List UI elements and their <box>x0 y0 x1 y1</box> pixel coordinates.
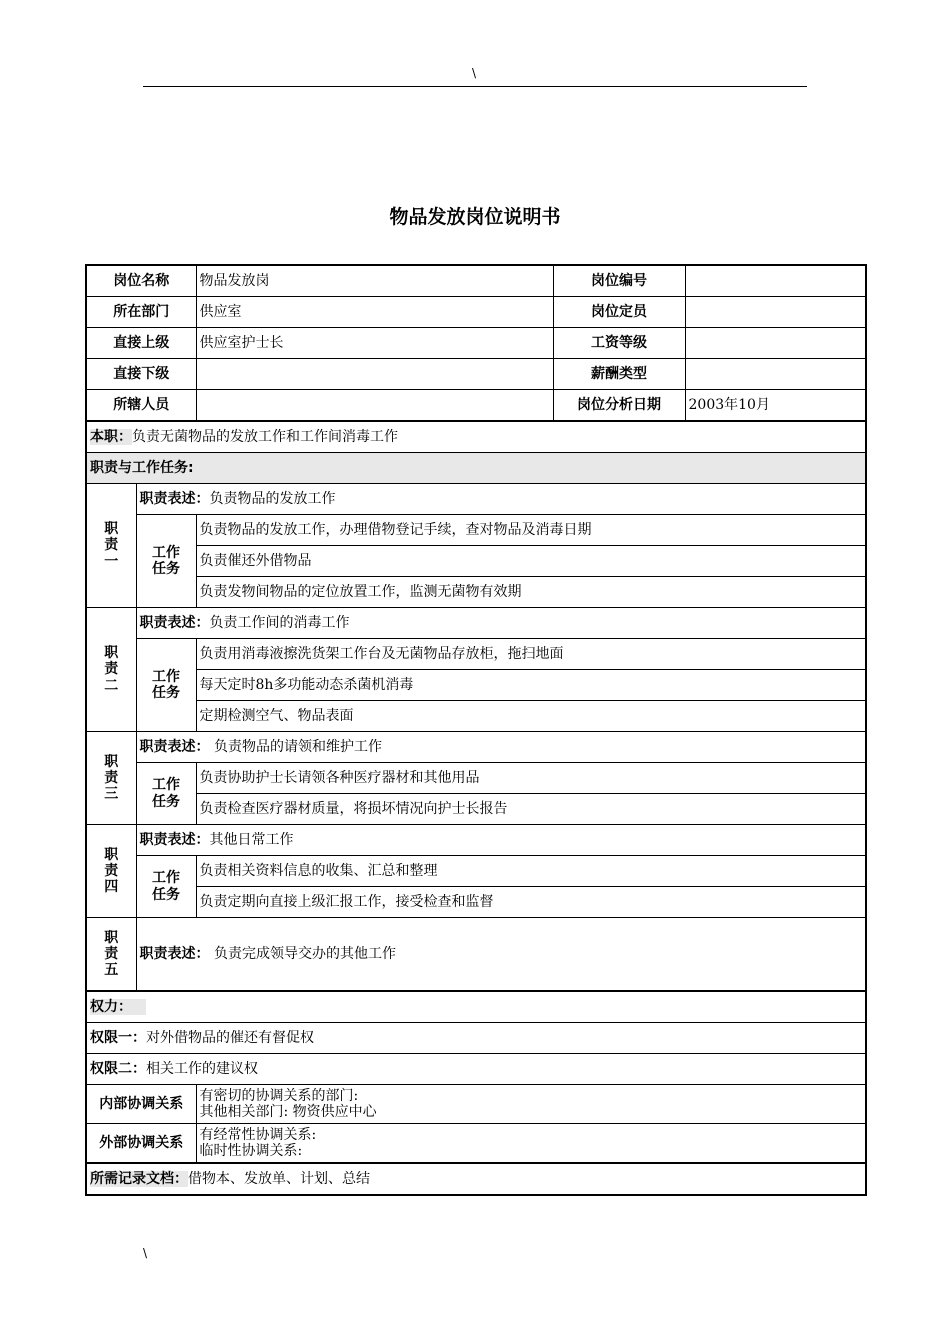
page-mark-bottom: \ <box>143 1246 148 1260</box>
duty-name: 职 责 一 <box>86 484 136 608</box>
internal-relation-row <box>86 1085 866 1124</box>
internal-relation-label: 内部协调关系 <box>86 1085 196 1124</box>
rights-row <box>86 1023 866 1054</box>
document-title: 物品发放岗位说明书 <box>389 206 561 228</box>
duty-name: 职 责 五 <box>86 918 136 992</box>
rights-text: 对外借物品的催还有督促权 <box>146 1029 314 1046</box>
info-label: 直接上级 <box>86 328 196 359</box>
task-item: 定期检测空气、物品表面 <box>196 701 866 732</box>
info-value <box>196 359 553 390</box>
task-item: 负责物品的发放工作，办理借物登记手续，查对物品及消毒日期 <box>196 515 866 546</box>
duty-desc-label: 职责表述： <box>139 614 210 631</box>
benzhi-row <box>86 421 866 453</box>
info-right-value <box>685 359 866 390</box>
task-row <box>86 515 866 546</box>
external-relation-label: 外部协调关系 <box>86 1124 196 1164</box>
records-row <box>86 1163 866 1195</box>
duty-desc-cell <box>136 608 866 639</box>
task-label: 工作 任务 <box>136 639 196 732</box>
external-relation-line: 有经常性协调关系: <box>199 1126 317 1143</box>
duty-desc-label: 职责表述： <box>139 831 210 848</box>
duty-desc-label: 职责表述： <box>139 945 210 962</box>
records-label: 所需记录文档： <box>90 1170 188 1187</box>
benzhi-label: 本职： <box>90 428 132 445</box>
info-right-label: 工资等级 <box>553 328 685 359</box>
task-row <box>86 794 866 825</box>
power-row <box>86 991 866 1023</box>
info-right-label: 薪酬类型 <box>553 359 685 390</box>
duty-row <box>86 732 866 763</box>
rights-cell <box>86 1023 866 1054</box>
duty-desc-cell <box>136 732 866 763</box>
info-label: 所辖人员 <box>86 390 196 422</box>
info-row <box>86 328 866 359</box>
task-row <box>86 577 866 608</box>
internal-relation-line: 其他相关部门: 物资供应中心 <box>199 1104 377 1120</box>
rights-cell <box>86 1054 866 1085</box>
task-row <box>86 856 866 887</box>
duty-desc-cell <box>136 825 866 856</box>
job-description-table <box>85 264 867 1196</box>
duty-desc: 其他日常工作 <box>209 831 294 848</box>
info-label: 岗位名称 <box>86 265 196 297</box>
duty-row <box>86 825 866 856</box>
task-item: 负责定期向直接上级汇报工作，接受检查和监督 <box>196 887 866 918</box>
power-cell <box>86 991 866 1023</box>
info-right-label: 岗位定员 <box>553 297 685 328</box>
task-item: 负责协助护士长请领各种医疗器材和其他用品 <box>196 763 866 794</box>
rights-text: 相关工作的建议权 <box>146 1060 258 1077</box>
duty-desc-cell <box>136 484 866 515</box>
info-label: 所在部门 <box>86 297 196 328</box>
duty-row <box>86 918 866 992</box>
internal-relation-line: 有密切的协调关系的部门: <box>199 1087 359 1104</box>
info-label: 直接下级 <box>86 359 196 390</box>
duty-name: 职 责 三 <box>86 732 136 825</box>
task-label: 工作 任务 <box>136 763 196 825</box>
info-right-value: 2003年10月 <box>685 390 866 422</box>
task-row <box>86 763 866 794</box>
info-right-label: 岗位编号 <box>553 265 685 297</box>
duty-desc: 负责物品的发放工作 <box>209 490 336 507</box>
internal-relation-cell <box>196 1085 866 1124</box>
rights-row <box>86 1054 866 1085</box>
info-value: 供应室护士长 <box>196 328 553 359</box>
info-right-value <box>685 328 866 359</box>
info-right-value <box>685 265 866 297</box>
info-right-value <box>685 297 866 328</box>
duty-desc-label: 职责表述： <box>139 738 210 755</box>
info-value: 物品发放岗 <box>196 265 553 297</box>
duties-header-row <box>86 453 866 484</box>
task-row <box>86 639 866 670</box>
power-label: 权力： <box>90 999 146 1015</box>
info-right-label: 岗位分析日期 <box>553 390 685 422</box>
info-value <box>196 390 553 422</box>
duty-desc-cell <box>136 918 866 992</box>
task-row <box>86 887 866 918</box>
task-row <box>86 670 866 701</box>
duty-row <box>86 608 866 639</box>
task-label: 工作 任务 <box>136 515 196 608</box>
duty-name: 职 责 四 <box>86 825 136 918</box>
task-row <box>86 546 866 577</box>
external-relation-line: 临时性协调关系: <box>199 1143 303 1159</box>
benzhi-text: 负责无菌物品的发放工作和工作间消毒工作 <box>132 428 398 445</box>
task-item: 负责相关资料信息的收集、汇总和整理 <box>196 856 866 887</box>
task-item: 负责用消毒液擦洗货架工作台及无菌物品存放柜，拖扫地面 <box>196 639 866 670</box>
duty-desc-label: 职责表述： <box>139 490 210 507</box>
duty-desc: 负责物品的请领和维护工作 <box>209 738 382 755</box>
records-cell <box>86 1163 866 1195</box>
info-row <box>86 265 866 297</box>
info-row <box>86 390 866 422</box>
info-row <box>86 359 866 390</box>
duty-desc: 负责完成领导交办的其他工作 <box>209 945 396 962</box>
info-row <box>86 297 866 328</box>
records-text: 借物本、发放单、计划、总结 <box>188 1170 370 1187</box>
rights-label: 权限二： <box>90 1060 146 1077</box>
task-item: 负责检查医疗器材质量，将损坏情况向护士长报告 <box>196 794 866 825</box>
duty-desc: 负责工作间的消毒工作 <box>209 614 350 631</box>
task-row <box>86 701 866 732</box>
duties-header: 职责与工作任务: <box>86 453 866 484</box>
task-label: 工作 任务 <box>136 856 196 918</box>
task-item: 负责发物间物品的定位放置工作，监测无菌物有效期 <box>196 577 866 608</box>
rights-label: 权限一： <box>90 1029 146 1046</box>
task-item: 负责催还外借物品 <box>196 546 866 577</box>
external-relation-row <box>86 1124 866 1164</box>
task-item: 每天定时8h多功能动态杀菌机消毒 <box>196 670 866 701</box>
benzhi-cell <box>86 421 866 453</box>
header-rule <box>143 86 807 87</box>
duty-row <box>86 484 866 515</box>
info-value: 供应室 <box>196 297 553 328</box>
page-mark-top: \ <box>472 66 477 80</box>
external-relation-cell <box>196 1124 866 1164</box>
duty-name: 职 责 二 <box>86 608 136 732</box>
